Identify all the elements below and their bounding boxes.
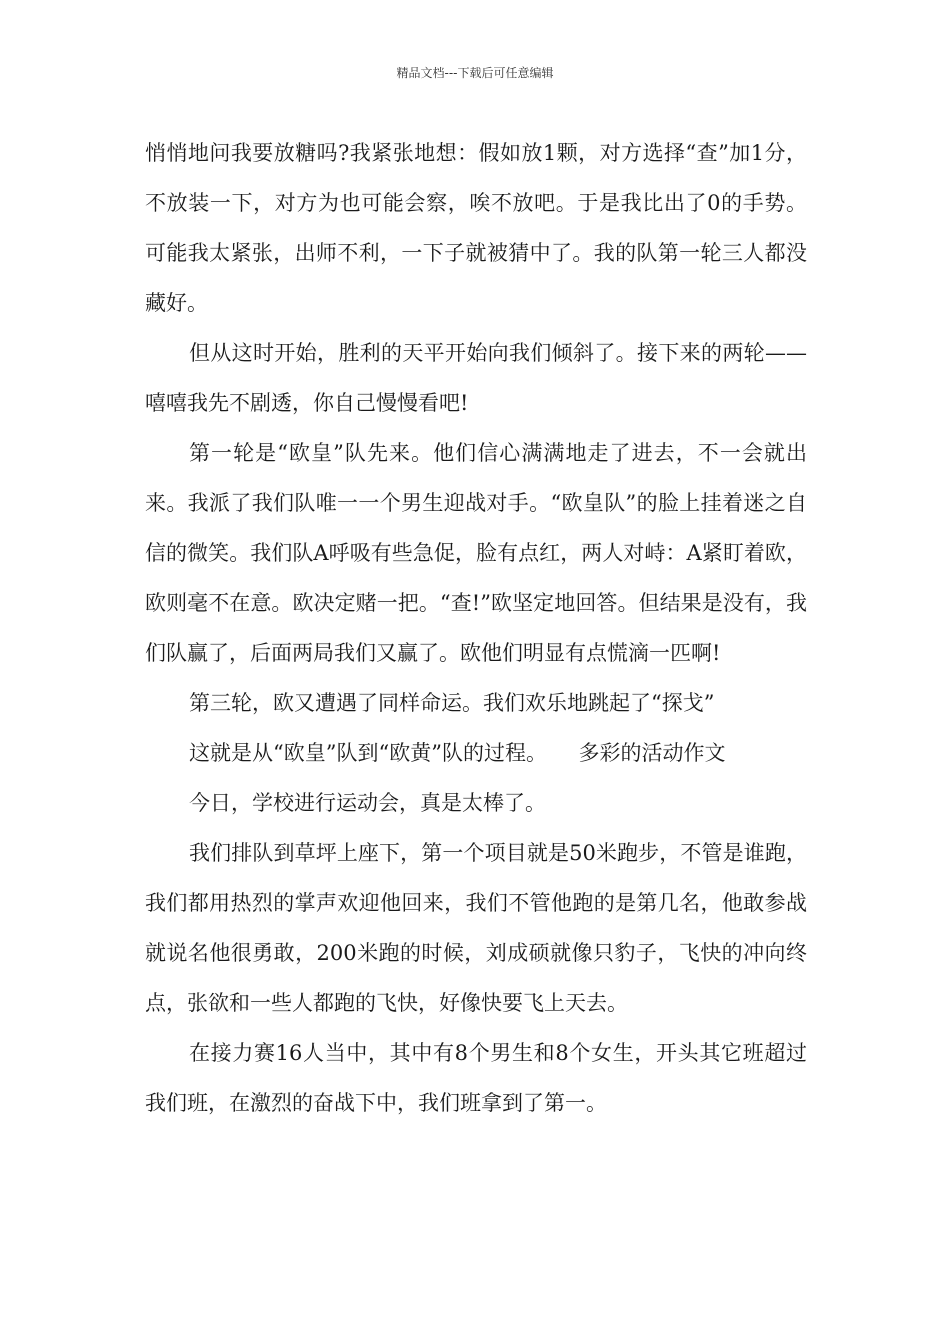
paragraph-8: 在接力赛16人当中，其中有8个男生和8个女生，开头其它班超过我们班，在激烈的奋战下中，我们班拿到了第一。 <box>145 1041 807 1115</box>
paragraph-3: 第一轮是“欧皇”队先来。他们信心满满地走了进去，不一会就出来。我派了我们队唯一一个男生迎战对手。“欧皇队”的脸上挂着迷之自信的微笑。我们队A呼吸有些急促，脸有点红，两人对峙：A紧盯着欧，欧则毫不在意。欧决定赌一把。“查!”欧坚定地回答。但结果是没有，我们队赢了，后面两局我们又赢了。欧他们明显有点慌滴一匹啊! <box>145 441 807 665</box>
paragraph-5: 这就是从“欧皇”队到“欧黄”队的过程。 多彩的活动作文 <box>189 741 726 765</box>
document-body <box>145 128 807 1128</box>
paragraph-2: 但从这时开始，胜利的天平开始向我们倾斜了。接下来的两轮——嘻嘻我先不剧透，你自己慢慢看吧! <box>145 341 807 415</box>
paragraph-4: 第三轮，欧又遭遇了同样命运。我们欢乐地跳起了“探戈” <box>189 691 715 715</box>
paragraph-1: 悄悄地问我要放糖吗?我紧张地想：假如放1颗，对方选择“查”加1分，不放装一下，对方为也可能会察，唉不放吧。于是我比出了0的手势。可能我太紧张，出师不利，一下子就被猜中了。我的队第一轮三人都没藏好。 <box>145 141 807 315</box>
paragraph-7: 我们排队到草坪上座下，第一个项目就是50米跑步，不管是谁跑，我们都用热烈的掌声欢迎他回来，我们不管他跑的是第几名，他敢参战就说名他很勇敢，200米跑的时候，刘成硕就像只豹子，飞快的冲向终点，张欲和一些人都跑的飞快，好像快要飞上天去。 <box>145 841 807 1015</box>
page-header: 精品文档---下载后可任意编辑 <box>396 66 554 80</box>
paragraph-6: 今日，学校进行运动会，真是太棒了。 <box>189 791 546 815</box>
